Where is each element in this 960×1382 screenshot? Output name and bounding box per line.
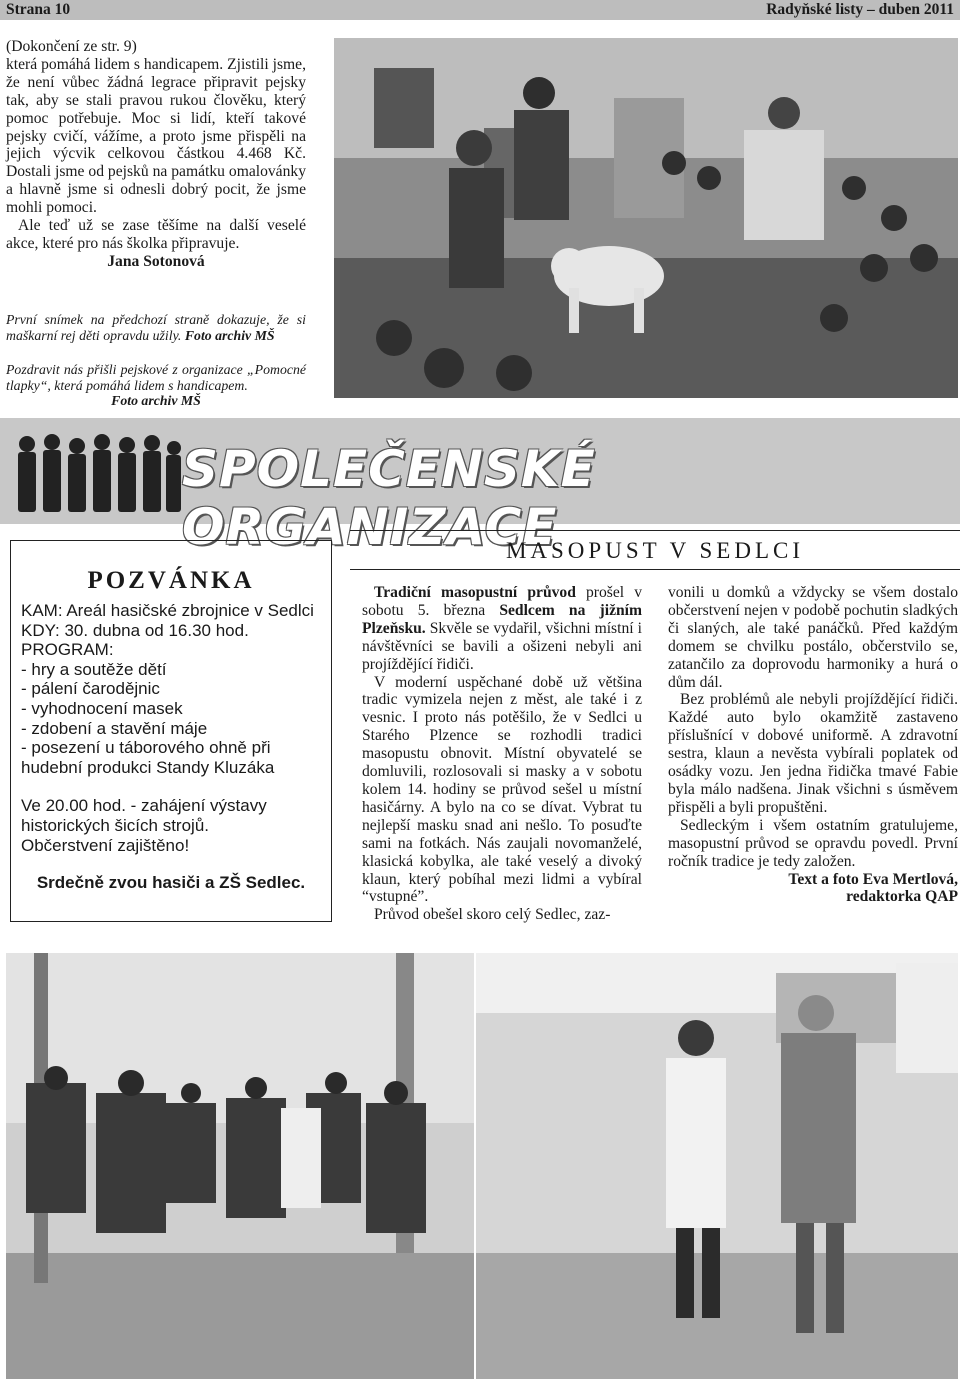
program-item: - pálení čarodějnic [21, 679, 160, 699]
invitation-title: POZVÁNKA [87, 567, 255, 594]
article-author-role: redaktorka QAP [846, 888, 958, 906]
invitation-signature: Srdečně zvou hasiči a ZŠ Sedlec. [36, 873, 306, 892]
invitation-evening: Ve 20.00 hod. - zahájení výstavy historických šicích strojů. [21, 796, 272, 835]
article-author: Text a foto Eva Mertlová, [788, 870, 958, 888]
caption-text: První snímek na předchozí straně dokazuje, že si maškarní rej děti opravdu užily. [6, 312, 306, 343]
section-title: SPOLEČENSKÉ ORGANIZACE [182, 440, 596, 556]
issue-name: Radyňské listy – duben 2011 [766, 1, 954, 18]
masopust-column-2 [668, 584, 958, 906]
invitation-refreshment: Občerstvení zajištěno! [21, 835, 190, 855]
invitation-box [10, 540, 332, 922]
people-silhouettes-icon [12, 430, 182, 520]
program-item: - zdobení a stavění máje [21, 718, 208, 738]
masopust-title: MASOPUST V SEDLCI [350, 530, 960, 570]
article-paragraph: která pomáhá lidem s handicapem. Zjistili jsme, že není vůbec žádná legrace připravit pejsky tak, aby se stali pravou rukou člověku, který pomoc potřebuje. Moc si lidí, kteří takové pejsky cvičí, vážíme, a proto jsme přispěli na jejich výcvik celkovou částkou 4.468 Kč. Dostali jsme od pejsků na památku omalovánky a hlavně jsme si odnesli dobrý pocit, že jsme mohli pomoci. [6, 55, 306, 217]
photo-masopust-costumes [476, 953, 958, 1379]
invitation-when: KDY: 30. dubna od 16.30 hod. [21, 620, 249, 640]
program-item: - hry a soutěže dětí [21, 659, 167, 679]
program-item: - posezení u táborového ohně při hudební produkci Standy Kluzáka [21, 738, 276, 777]
photo-credit: Foto archiv MŠ [111, 393, 201, 408]
caption-first [6, 312, 306, 343]
photo-masopust-parade [6, 953, 474, 1379]
photo-kindergarten-dog [334, 38, 958, 398]
article-paragraph: Tradiční masopustní průvod prošel v sobotu 5. března Sedlcem na jižním Plzeňsku. Skvěle se vydařil, všichni místní i návštěvníci se bavili a ošizeni nebyli ani projíždějící řidiči. [362, 584, 642, 673]
article-author: Jana Sotonová [107, 252, 205, 270]
article-dogs [6, 38, 306, 271]
invitation-body [21, 601, 321, 855]
article-paragraph: Průvod obešel skoro celý Sedlec, zaz- [374, 906, 611, 924]
program-item: - vyhodnocení masek [21, 698, 183, 718]
page-number: Strana 10 [6, 1, 71, 18]
article-paragraph: Ale teď už se zase těšíme na další veselé akce, které pro nás školka připravuje. [6, 217, 306, 252]
photo-credit: Foto archiv MŠ [184, 327, 275, 343]
article-paragraph: Sedleckým i všem ostatním gratulujeme, masopustní průvod se opravdu povedl. První ročník tradice je tedy založen. [668, 816, 958, 870]
page-header [0, 0, 960, 20]
masopust-column-1 [362, 584, 642, 924]
caption-second [6, 362, 306, 409]
continuation-note: (Dokončení ze str. 9) [6, 38, 137, 55]
invitation-where: KAM: Areál hasičské zbrojnice v Sedlci [21, 601, 314, 620]
article-paragraph: V moderní uspěchané době už většina tradic vymizela nejen z měst, ale také i z vesnic. I proto nás potěšilo, že v Sedlci u Starého Plzence se rozhodli tradici masopustu obnovit. Místní obyvatelé se domluvili, rozlosovali si masky a v sobotu kolem 14. hodiny se průvod sešel u místní hasičárny. A bylo na co se dívat. Vybrat tu nejlepší masku snad ani nešlo. To posuďte sami na fotkách. Nás zaujali novomanželé, klasická kobylka, ale také veselý a divoký klaun, který pobíhal mezi lidmi a vybíral “vstupné”. [362, 673, 642, 906]
article-paragraph: Bez problémů ale nebyli projíždějící řidiči. Každé auto bylo okamžitě zastaveno příslušnící v dobové uniformě. A zdravotní sestra, klaun a nevěsta vybírali poplatek od osádky vozu. Jen jedna řidička tmavé Fabie byla málo nadšena. Jinak všichni s úsměvem přispěli a byli propuštěni. [668, 691, 958, 816]
program-label: PROGRAM: [21, 640, 114, 660]
caption-text: Pozdravit nás přišli pejskové z organizace „Pomocné tlapky“, která pomáhá lidem s handicapem. [6, 362, 306, 393]
article-paragraph: vonili u domků a vždycky se všem dostalo občerstvení nejen v podobě pochutin sladkých či slaných, ale také panáčků. Před každým domem se chvilku postálo, občerstvilo se, zatančilo za doprovodu harmoniky a hurá o dům dál. [668, 584, 958, 691]
